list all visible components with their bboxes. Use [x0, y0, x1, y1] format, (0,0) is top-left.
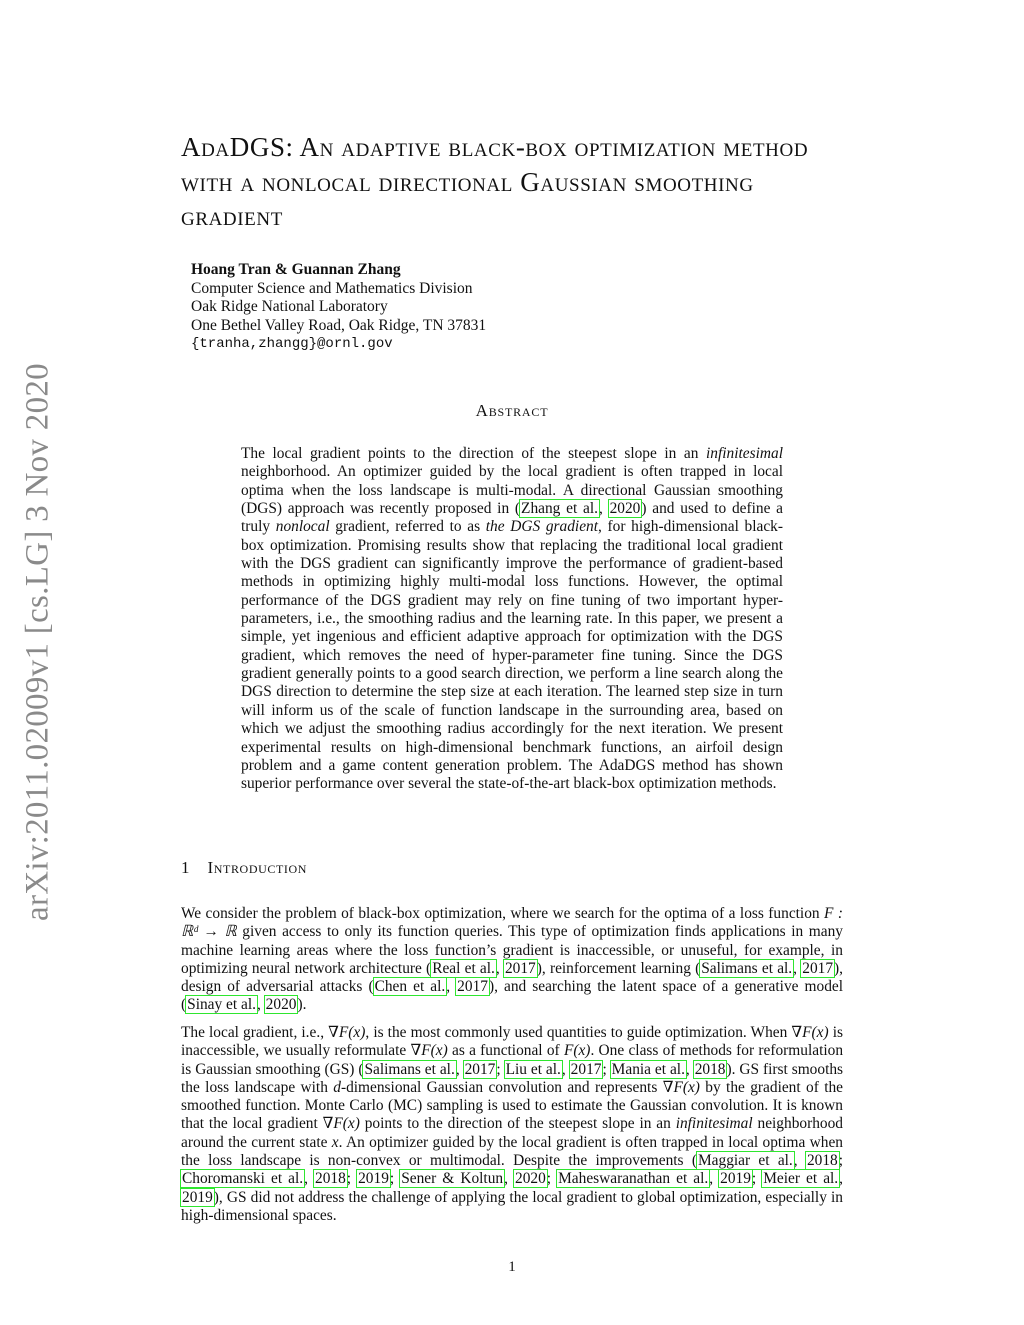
citation-liu-author[interactable]: Liu et al.: [505, 1060, 561, 1078]
paper-title: AdaDGS: An adaptive black-box optimization method with a nonlocal directional Gaussian smoothing gradient: [181, 132, 809, 231]
citation-maheswaranathan-author[interactable]: Maheswaranathan et al.: [558, 1170, 709, 1188]
citation-sinay-year[interactable]: 2020: [265, 996, 297, 1014]
paragraph-text-run: ), GS did not address the challenge of applying the local gradient to global optimization, especially in high-dimensional spaces.: [181, 1188, 843, 1224]
abstract-text-run: neighborhood. An optimizer guided by the local gradient is often trapped in local optima when the loss landscape is multi-modal. A directional Gaussian smoothing (DGS) approach was recently proposed in (: [241, 463, 783, 518]
author-names: Hoang Tran & Guannan Zhang: [191, 261, 401, 278]
affiliation-line-1: Computer Science and Mathematics Division: [191, 279, 473, 297]
citation-separator: ;: [838, 1152, 844, 1170]
citation-separator: ;: [546, 1170, 558, 1188]
citation-meier-author[interactable]: Meier et al.: [763, 1170, 839, 1188]
citation-salimans-year[interactable]: 2017: [464, 1060, 496, 1078]
citation-mania-year[interactable]: 2018: [694, 1060, 726, 1078]
paragraph-text-run: given access to only its function queries. This type of optimization finds applications in many machine learning areas where the loss function’s gradient is inaccessible, or unuseful, for example, in optimizing neural network architecture (: [181, 923, 843, 977]
emphasis-infinitesimal: infinitesimal: [675, 1115, 753, 1133]
citation-maheswaranathan-year[interactable]: 2019: [720, 1170, 751, 1188]
emphasis-dgs-gradient: the DGS gradient: [485, 518, 598, 536]
paragraph-text-run: -dimensional Gaussian convolution and represents: [340, 1078, 663, 1096]
citation-zhang-year[interactable]: 2020: [609, 500, 641, 518]
paragraph-text-run: . An optimizer guided by the local gradient is often trapped in local optima when the loss landscape is non-convex or multimodal. Despite the improvements (: [181, 1133, 843, 1170]
citation-salimans-author[interactable]: Salimans et al.: [701, 959, 793, 977]
citation-mania-author[interactable]: Mania et al.: [611, 1060, 685, 1078]
paragraph-text-run: is inaccessible, we usually reformulate: [181, 1024, 843, 1060]
citation-choromanski-year-2[interactable]: 2019: [358, 1170, 389, 1188]
citation-sener-year[interactable]: 2020: [515, 1170, 546, 1188]
paragraph-text-run: points to the direction of the steepest slope in an: [359, 1115, 676, 1133]
citation-separator: ;: [496, 1060, 505, 1078]
abstract-heading: Abstract: [475, 401, 549, 420]
math-expression: F(x): [563, 1042, 591, 1060]
author-email[interactable]: {tranha,zhangg}@ornl.gov: [191, 336, 393, 352]
paragraph-text-run: as a functional of: [447, 1042, 564, 1060]
paragraph-text-run: neighborhood around the current state: [181, 1115, 843, 1151]
math-expression: ∇F(x): [662, 1078, 700, 1096]
section-number: 1: [181, 858, 190, 877]
math-expression: ∇F(x): [322, 1115, 360, 1133]
affiliation-line-3: One Bethel Valley Road, Oak Ridge, TN 37831: [191, 316, 487, 334]
math-expression: d: [333, 1078, 341, 1096]
citation-sinay-author[interactable]: Sinay et al.: [187, 996, 256, 1014]
citation-maggiar-author[interactable]: Maggiar et al.: [697, 1152, 793, 1170]
paragraph-text-run: We consider the problem of black-box optimization, where we search for the optima of a loss function: [181, 905, 825, 922]
abstract-text-run: , for high-dimensional black-box optimization. Promising results show that replacing the traditional local gradient with the DGS gradient can significantly improve the performance of gradient-based methods in optimizing highly multi-modal loss functions. However, the optimal performance of the DGS gradient may rely on fine tuning of two important hyper-parameters, i.e., the smoothing radius and the learning rate. In this paper, we present a simple, yet ingenious and efficient adaptive approach for optimization with the DGS gradient, which removes the need of hyper-parameter fine tuning. Since the DGS gradient generally points to a good search direction, we perform a line search along the DGS direction to determine the step size at each iteration. The learned step size in turn will inform us of the scale of function landscape in the surrounding area, based on which we adjust the smoothing radius accordingly for the next iteration. We present experimental results on high-dimensional benchmark functions, an airfoil design problem and a game content generation problem. The AdaDGS method has shown superior performance over several the state-of-the-art black-box optimization methods.: [241, 518, 783, 793]
citation-choromanski-year[interactable]: 2018: [315, 1170, 346, 1188]
arxiv-sidebar: [0, 352, 76, 932]
section-title: Introduction: [207, 858, 308, 877]
citation-real-year[interactable]: 2017: [504, 959, 536, 977]
math-expression: F : ℝᵈ → ℝ: [181, 905, 844, 941]
abstract-text-run: gradient, referred to as: [329, 518, 486, 536]
citation-real-author[interactable]: Real et al.: [432, 959, 495, 977]
citation-salimans-year[interactable]: 2017: [802, 959, 834, 977]
paragraph-text-run: . One class of methods for reformulation is Gaussian smoothing (GS) (: [181, 1042, 844, 1078]
citation-maggiar-year[interactable]: 2018: [806, 1152, 838, 1170]
citation-chen-author[interactable]: Chen et al.: [374, 978, 446, 996]
paragraph-text-run: ).: [297, 996, 307, 1014]
math-expression: ∇F(x): [791, 1024, 829, 1041]
citation-meier-year[interactable]: 2019: [182, 1188, 213, 1206]
emphasis-nonlocal: nonlocal: [275, 518, 330, 536]
math-expression: x: [331, 1133, 339, 1151]
page-number: 1: [508, 1259, 516, 1275]
citation-salimans-author[interactable]: Salimans et al.: [364, 1060, 455, 1078]
citation-separator: ;: [389, 1170, 401, 1188]
section-heading-introduction: [181, 858, 307, 878]
paragraph-text-run: ). GS first smooths the loss landscape with: [181, 1060, 844, 1096]
abstract-text-run: ) and used to define a truly: [241, 500, 784, 536]
paragraph-text-run: The local gradient, i.e.,: [181, 1024, 329, 1041]
emphasis-infinitesimal: infinitesimal: [706, 445, 783, 462]
paragraph-text-run: by the gradient of the smoothed function. Monte Carlo (MC) sampling is used to estimate the Gaussian convolution. It is known that the local gradient: [181, 1078, 844, 1133]
author-block: [191, 261, 486, 354]
citation-separator: ;: [751, 1170, 763, 1188]
math-expression: ∇F(x): [410, 1042, 448, 1060]
paragraph-text-run: ), and searching the latent space of a generative model (: [181, 978, 843, 1014]
intro-paragraph-1: We consider the problem of black-box optimization, where we search for the optima of a loss function F : ℝᵈ → ℝ given access to only its function queries. This type of optimization finds applications in many machine learning areas where the loss function’s gradient is inaccessible, or unuseful, for example, in optimizing neural network architecture (Real et al., 2017), reinforcement learning (Salimans et al., 2017), design of adversarial attacks (Chen et al., 2017), and searching the latent space of a generative model (Sinay et al., 2020).: [181, 905, 844, 1014]
citation-zhang-author[interactable]: Zhang et al.: [521, 500, 598, 518]
affiliation-line-2: Oak Ridge National Laboratory: [191, 298, 388, 315]
citation-liu-year[interactable]: 2017: [570, 1060, 602, 1078]
citation-separator: ;: [602, 1060, 611, 1078]
citation-sener-author[interactable]: Sener & Koltun: [401, 1170, 504, 1188]
citation-choromanski-author[interactable]: Choromanski et al.: [182, 1170, 304, 1188]
math-expression: ∇F(x): [328, 1024, 366, 1041]
citation-chen-year[interactable]: 2017: [457, 978, 488, 996]
paragraph-text-run: ), reinforcement learning (: [536, 959, 701, 977]
abstract-text: The local gradient points to the direction of the steepest slope in an infinitesimal neighborhood. An optimizer guided by the local gradient is often trapped in local optima when the loss landscape is multi-modal. A directional Gaussian smoothing (DGS) approach was recently proposed in (Zhang et al., 2020) and used to define a truly nonlocal gradient, referred to as the DGS gradient, for high-dimensional black-box optimization. Promising results show that replacing the traditional local gradient with the DGS gradient can significantly improve the performance of gradient-based methods in optimizing highly multi-modal loss functions. However, the optimal performance of the DGS gradient may rely on fine tuning of two important hyper-parameters, i.e., the smoothing radius and the learning rate. In this paper, we present a simple, yet ingenious and efficient adaptive approach for optimization with the DGS gradient, which removes the need of hyper-parameter fine tuning. Since the DGS gradient generally points to a good search direction, we perform a line search along the DGS direction to determine the step size at each iteration. The learned step size in turn will inform us of the scale of function landscape in the surrounding area, based on which we adjust the smoothing radius accordingly for the next iteration. We present experimental results on high-dimensional benchmark functions, an airfoil design problem and a game content generation problem. The AdaDGS method has shown superior performance over several the state-of-the-art black-box optimization methods.: [241, 445, 784, 793]
abstract-text-run: The local gradient points to the direction of the steepest slope in an: [241, 445, 707, 462]
paragraph-text-run: ), design of adversarial attacks (: [181, 959, 844, 996]
intro-paragraph-2: The local gradient, i.e., ∇F(x), is the most commonly used quantities to guide optimization. When ∇F(x) is inaccessible, we usually reformulate ∇F(x) as a functional of F(x). One class of methods for reformulation is Gaussian smoothing (GS) (Salimans et al., 2017; Liu et al., 2017; Mania et al., 2018). GS first smooths the loss landscape with d-dimensional Gaussian convolution and represents ∇F(x) by the gradient of the smoothed function. Monte Carlo (MC) sampling is used to estimate the Gaussian convolution. It is known that the local gradient ∇F(x) points to the direction of the steepest slope in an infinitesimal neighborhood around the current state x. An optimizer guided by the local gradient is often trapped in local optima when the loss landscape is non-convex or multimodal. Despite the improvements (Maggiar et al., 2018; Choromanski et al., 2018; 2019; Sener & Koltun, 2020; Maheswaranathan et al., 2019; Meier et al., 2019), GS did not address the challenge of applying the local gradient to global optimization, especially in high-dimensional spaces.: [181, 1024, 844, 1224]
arxiv-id[interactable]: arXiv:2011.02009v1 [cs.LG] 3 Nov 2020: [19, 363, 56, 921]
paragraph-text-run: , is the most commonly used quantities to guide optimization. When: [365, 1024, 792, 1041]
